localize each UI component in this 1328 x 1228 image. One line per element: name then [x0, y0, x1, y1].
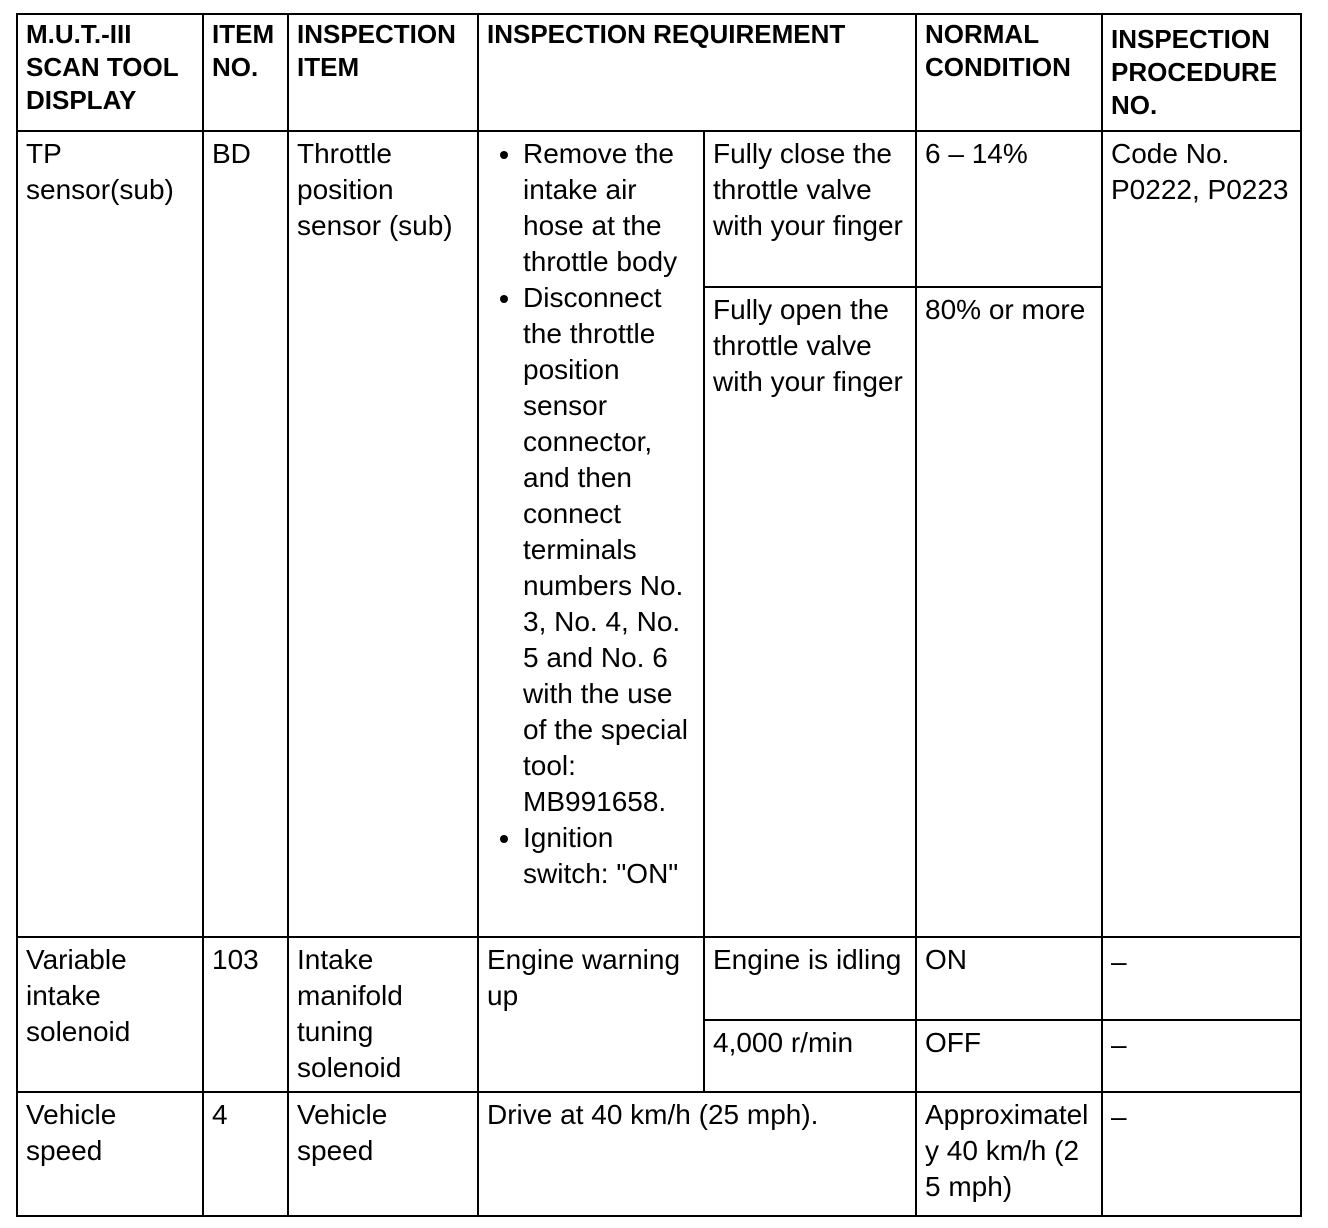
row3-requirement: Drive at 40 km/h (25 mph). — [478, 1092, 916, 1216]
header-display: M.U.T.-III SCAN TOOL DISPLAY — [17, 14, 203, 131]
row1-normal-a: 6 – 14% — [916, 131, 1102, 287]
row1-condition-b: Fully open the throttle valve with your finger — [704, 287, 916, 937]
row1-item-no: BD — [203, 131, 288, 937]
row2-condition-a: Engine is idling — [704, 937, 916, 1020]
row1-item: Throttle position sensor (sub) — [288, 131, 478, 937]
row3-display: Vehicle speed — [17, 1092, 203, 1216]
row3-item-no: 4 — [203, 1092, 288, 1216]
step-3: • Ignition switch: "ON" — [523, 820, 699, 892]
row2-item-no: 103 — [203, 937, 288, 1092]
row1-normal-b: 80% or more — [916, 287, 1102, 937]
table-row — [17, 1092, 1301, 1216]
row2-normal-b: OFF — [916, 1020, 1102, 1092]
row3-procedure-value: – — [1111, 1101, 1127, 1132]
row1-requirement-steps — [478, 131, 704, 937]
row2-condition-b: 4,000 r/min — [704, 1020, 916, 1092]
row2-normal-a: ON — [916, 937, 1102, 1020]
step-1: • Remove the intake air hose at the throttle body — [523, 136, 699, 280]
row3-normal: Approximately 40 km/h (25 mph) — [916, 1092, 1102, 1216]
step-2: • Disconnect the throttle position sensor connector, and then connect terminals numbers No. 3, No. 4, No. 5 and No. 6 with the use of the special tool: MB991658. — [523, 280, 699, 820]
table-row — [17, 131, 1301, 287]
header-item-no: ITEM NO. — [203, 14, 288, 131]
header-normal-condition: NORMAL CONDITION — [916, 14, 1102, 131]
inspection-table — [16, 13, 1302, 1217]
header-row — [17, 14, 1301, 131]
header-procedure: INSPECTION PROCEDURE NO. — [1102, 14, 1301, 131]
row2-procedure-a-value: – — [1111, 946, 1127, 977]
row2-procedure-b — [1102, 1020, 1301, 1092]
row1-display: TP sensor(sub) — [17, 131, 203, 937]
header-inspection-item: INSPECTION ITEM — [288, 14, 478, 131]
row1-condition-a: Fully close the throttle valve with your finger — [704, 131, 916, 287]
row2-item: Intake manifold tuning solenoid — [288, 937, 478, 1092]
row2-procedure-b-value: – — [1111, 1029, 1127, 1060]
row2-procedure-a — [1102, 937, 1301, 1020]
row2-requirement: Engine warning up — [478, 937, 704, 1092]
row1-procedure: Code No. P0222, P0223 — [1102, 131, 1301, 937]
table-row — [17, 937, 1301, 1020]
row3-item: Vehicle speed — [288, 1092, 478, 1216]
header-requirement: INSPECTION REQUIREMENT — [478, 14, 916, 131]
row2-display: Variable intake solenoid — [17, 937, 203, 1092]
steps-list — [483, 136, 699, 892]
row3-procedure — [1102, 1092, 1301, 1216]
